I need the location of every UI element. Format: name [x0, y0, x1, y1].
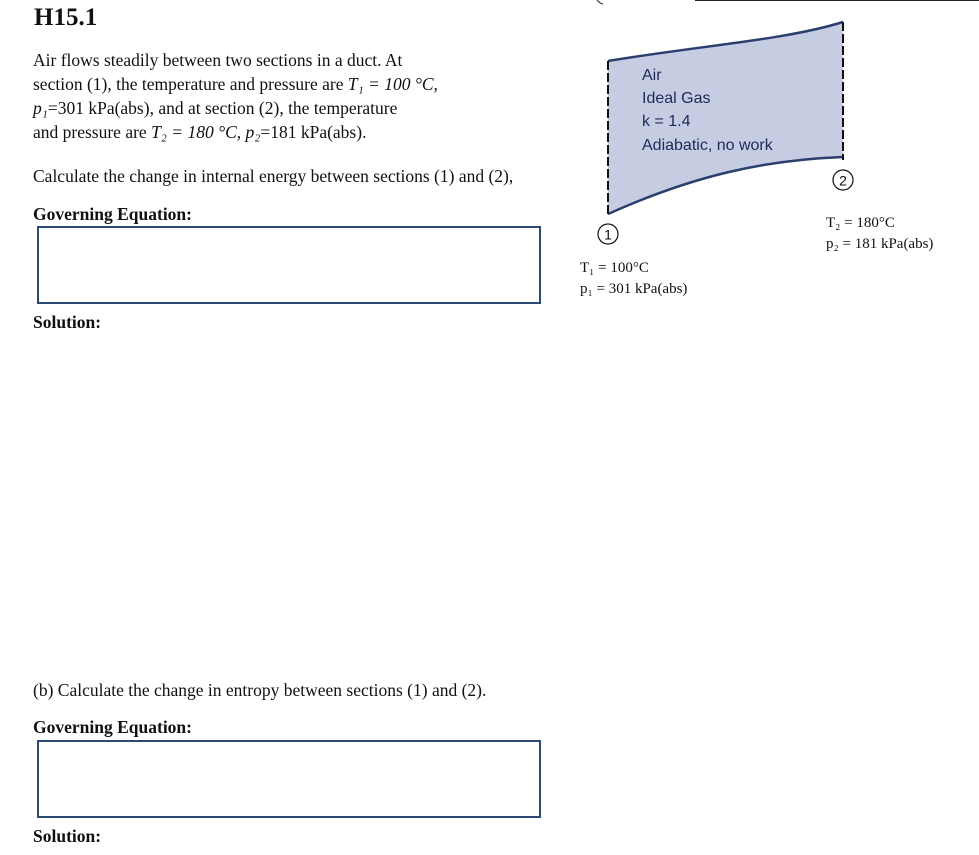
- part-a-solution-label: Solution:: [33, 312, 102, 332]
- part-b-governing-equation-box[interactable]: [37, 740, 541, 818]
- part-a-governing-label: Governing Equation:: [33, 204, 192, 224]
- section-1-pressure: p₁ = 301 kPa(abs): [580, 281, 688, 297]
- part-b-governing-label: Governing Equation:: [33, 717, 192, 737]
- problem-statement: [33, 48, 553, 144]
- statement-line-4: and pressure are T₂ = 180 °C, p₂=181 kPa(abs).: [33, 122, 367, 142]
- part-a-question: Calculate the change in internal energy between sections (1) and (2),: [33, 166, 514, 186]
- statement-line-2: section (1), the temperature and pressure are T₁ = 100 °C,: [33, 74, 438, 94]
- duct-figure: [575, 0, 979, 320]
- problem-title: H15.1: [34, 4, 98, 31]
- statement-line-3: p₁=301 kPa(abs), and at section (2), the temperature: [33, 98, 398, 118]
- section-2-temperature: T₂ = 180°C: [826, 215, 895, 231]
- p2-value: =181 kPa(abs).: [260, 122, 367, 142]
- gas-type-label: Ideal Gas: [642, 90, 711, 107]
- t2-value: T₂ = 180 °C,: [151, 122, 242, 142]
- section-2-pressure: p₂ = 181 kPa(abs): [826, 236, 934, 252]
- p1-symbol: p₁: [33, 98, 48, 118]
- section-2-marker: 2: [839, 172, 847, 189]
- section-1-temperature: T₁ = 100°C: [580, 260, 649, 276]
- part-b-question: (b) Calculate the change in entropy between sections (1) and (2).: [33, 680, 487, 700]
- section-1-marker: 1: [604, 226, 612, 243]
- gas-label: Air: [642, 67, 662, 84]
- part-b-solution-label: Solution:: [33, 826, 102, 846]
- k-label: k = 1.4: [642, 113, 691, 130]
- top-mark: [597, 0, 603, 4]
- condition-label: Adiabatic, no work: [642, 137, 773, 154]
- p2-symbol: p₂: [245, 122, 261, 142]
- part-a-governing-equation-box[interactable]: [37, 226, 541, 304]
- t1-value: T₁ = 100 °C,: [347, 74, 438, 94]
- statement-line-1: Air flows steadily between two sections in a duct. At: [33, 50, 403, 70]
